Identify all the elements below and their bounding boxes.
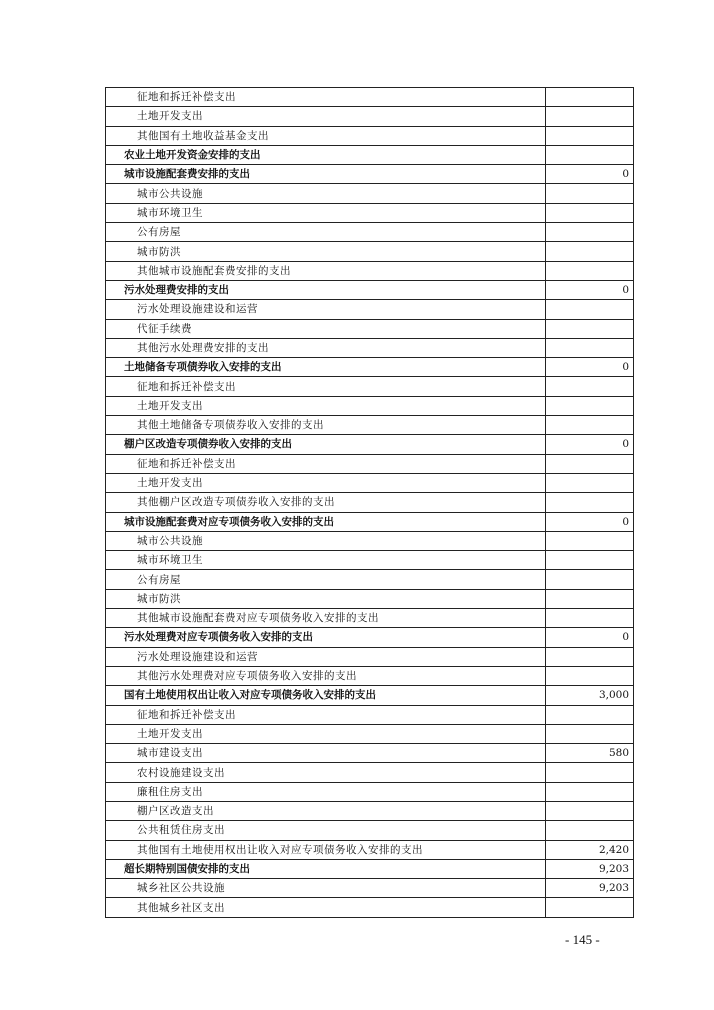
amount-cell: [546, 242, 634, 261]
subcategory-row: [106, 300, 634, 319]
amount-cell: [546, 300, 634, 319]
amount-cell: [546, 551, 634, 570]
amount-cell: [546, 531, 634, 550]
item-name-cell: 农村设施建设支出: [106, 763, 546, 782]
subcategory-row: [106, 609, 634, 628]
subcategory-row: [106, 223, 634, 242]
amount-cell: [546, 184, 634, 203]
subcategory-row: [106, 88, 634, 107]
amount-cell: 3,000: [546, 686, 634, 705]
amount-cell: [546, 203, 634, 222]
amount-cell: [546, 821, 634, 840]
amount-cell: 9,203: [546, 879, 634, 898]
subcategory-row: [106, 570, 634, 589]
subcategory-row: [106, 493, 634, 512]
category-row: [106, 435, 634, 454]
item-name-cell: 其他污水处理费对应专项债务收入安排的支出: [106, 666, 546, 685]
amount-cell: [546, 88, 634, 107]
category-row: [106, 859, 634, 878]
item-name-cell: 征地和拆迁补偿支出: [106, 88, 546, 107]
item-name-cell: 污水处理费对应专项债务收入安排的支出: [106, 628, 546, 647]
item-name-cell: 城市公共设施: [106, 531, 546, 550]
item-name-cell: 代征手续费: [106, 319, 546, 338]
amount-cell: [546, 801, 634, 820]
category-row: [106, 280, 634, 299]
amount-cell: [546, 377, 634, 396]
budget-expenditure-table: [105, 87, 634, 918]
subcategory-row: [106, 107, 634, 126]
item-name-cell: 土地开发支出: [106, 396, 546, 415]
item-name-cell: 其他国有土地使用权出让收入对应专项债务收入安排的支出: [106, 840, 546, 859]
item-name-cell: 土地开发支出: [106, 724, 546, 743]
category-row: [106, 358, 634, 377]
item-name-cell: 城乡社区公共设施: [106, 879, 546, 898]
item-name-cell: 污水处理设施建设和运营: [106, 647, 546, 666]
amount-cell: 0: [546, 512, 634, 531]
amount-cell: [546, 609, 634, 628]
amount-cell: [546, 898, 634, 917]
amount-cell: [546, 223, 634, 242]
item-name-cell: 城市公共设施: [106, 184, 546, 203]
item-name-cell: 土地储备专项债券收入安排的支出: [106, 358, 546, 377]
amount-cell: 2,420: [546, 840, 634, 859]
subcategory-row: [106, 879, 634, 898]
category-row: [106, 628, 634, 647]
category-row: [106, 512, 634, 531]
amount-cell: [546, 493, 634, 512]
item-name-cell: 棚户区改造支出: [106, 801, 546, 820]
item-name-cell: 国有土地使用权出让收入对应专项债务收入安排的支出: [106, 686, 546, 705]
item-name-cell: 征地和拆迁补偿支出: [106, 705, 546, 724]
amount-cell: [546, 782, 634, 801]
subcategory-row: [106, 551, 634, 570]
subcategory-row: [106, 724, 634, 743]
amount-cell: 0: [546, 435, 634, 454]
subcategory-row: [106, 840, 634, 859]
subcategory-row: [106, 763, 634, 782]
subcategory-row: [106, 821, 634, 840]
item-name-cell: 征地和拆迁补偿支出: [106, 454, 546, 473]
amount-cell: [546, 589, 634, 608]
amount-cell: [546, 724, 634, 743]
subcategory-row: [106, 454, 634, 473]
category-row: [106, 145, 634, 164]
amount-cell: [546, 705, 634, 724]
item-name-cell: 廉租住房支出: [106, 782, 546, 801]
amount-cell: [546, 261, 634, 280]
subcategory-row: [106, 184, 634, 203]
item-name-cell: 农业土地开发资金安排的支出: [106, 145, 546, 164]
subcategory-row: [106, 126, 634, 145]
item-name-cell: 污水处理费安排的支出: [106, 280, 546, 299]
subcategory-row: [106, 416, 634, 435]
amount-cell: 0: [546, 280, 634, 299]
amount-cell: [546, 126, 634, 145]
amount-cell: [546, 338, 634, 357]
subcategory-row: [106, 801, 634, 820]
amount-cell: 0: [546, 165, 634, 184]
item-name-cell: 其他城市设施配套费对应专项债务收入安排的支出: [106, 609, 546, 628]
subcategory-row: [106, 531, 634, 550]
table-body: [106, 88, 634, 918]
item-name-cell: 其他棚户区改造专项债券收入安排的支出: [106, 493, 546, 512]
subcategory-row: [106, 338, 634, 357]
subcategory-row: [106, 377, 634, 396]
item-name-cell: 城市环境卫生: [106, 203, 546, 222]
amount-cell: [546, 145, 634, 164]
amount-cell: [546, 107, 634, 126]
amount-cell: [546, 416, 634, 435]
amount-cell: [546, 763, 634, 782]
amount-cell: [546, 454, 634, 473]
subcategory-row: [106, 782, 634, 801]
subcategory-row: [106, 705, 634, 724]
item-name-cell: 公有房屋: [106, 570, 546, 589]
subcategory-row: [106, 203, 634, 222]
amount-cell: [546, 570, 634, 589]
amount-cell: 0: [546, 358, 634, 377]
amount-cell: [546, 647, 634, 666]
item-name-cell: 城市设施配套费对应专项债务收入安排的支出: [106, 512, 546, 531]
amount-cell: 9,203: [546, 859, 634, 878]
item-name-cell: 城市防洪: [106, 589, 546, 608]
subcategory-row: [106, 647, 634, 666]
category-row: [106, 686, 634, 705]
item-name-cell: 公共租赁住房支出: [106, 821, 546, 840]
item-name-cell: 征地和拆迁补偿支出: [106, 377, 546, 396]
subcategory-row: [106, 666, 634, 685]
amount-cell: [546, 319, 634, 338]
item-name-cell: 污水处理设施建设和运营: [106, 300, 546, 319]
item-name-cell: 城市建设支出: [106, 744, 546, 763]
item-name-cell: 土地开发支出: [106, 473, 546, 492]
item-name-cell: 其他土地储备专项债券收入安排的支出: [106, 416, 546, 435]
subcategory-row: [106, 319, 634, 338]
amount-cell: 0: [546, 628, 634, 647]
item-name-cell: 城市环境卫生: [106, 551, 546, 570]
amount-cell: [546, 473, 634, 492]
amount-cell: 580: [546, 744, 634, 763]
subcategory-row: [106, 473, 634, 492]
item-name-cell: 其他城乡社区支出: [106, 898, 546, 917]
item-name-cell: 土地开发支出: [106, 107, 546, 126]
page-number: - 145 -: [565, 932, 600, 947]
item-name-cell: 棚户区改造专项债券收入安排的支出: [106, 435, 546, 454]
amount-cell: [546, 396, 634, 415]
category-row: [106, 165, 634, 184]
item-name-cell: 公有房屋: [106, 223, 546, 242]
item-name-cell: 其他城市设施配套费安排的支出: [106, 261, 546, 280]
subcategory-row: [106, 744, 634, 763]
item-name-cell: 其他污水处理费安排的支出: [106, 338, 546, 357]
subcategory-row: [106, 242, 634, 261]
subcategory-row: [106, 396, 634, 415]
item-name-cell: 其他国有土地收益基金支出: [106, 126, 546, 145]
item-name-cell: 城市设施配套费安排的支出: [106, 165, 546, 184]
item-name-cell: 城市防洪: [106, 242, 546, 261]
subcategory-row: [106, 898, 634, 917]
item-name-cell: 超长期特别国债安排的支出: [106, 859, 546, 878]
amount-cell: [546, 666, 634, 685]
subcategory-row: [106, 261, 634, 280]
subcategory-row: [106, 589, 634, 608]
